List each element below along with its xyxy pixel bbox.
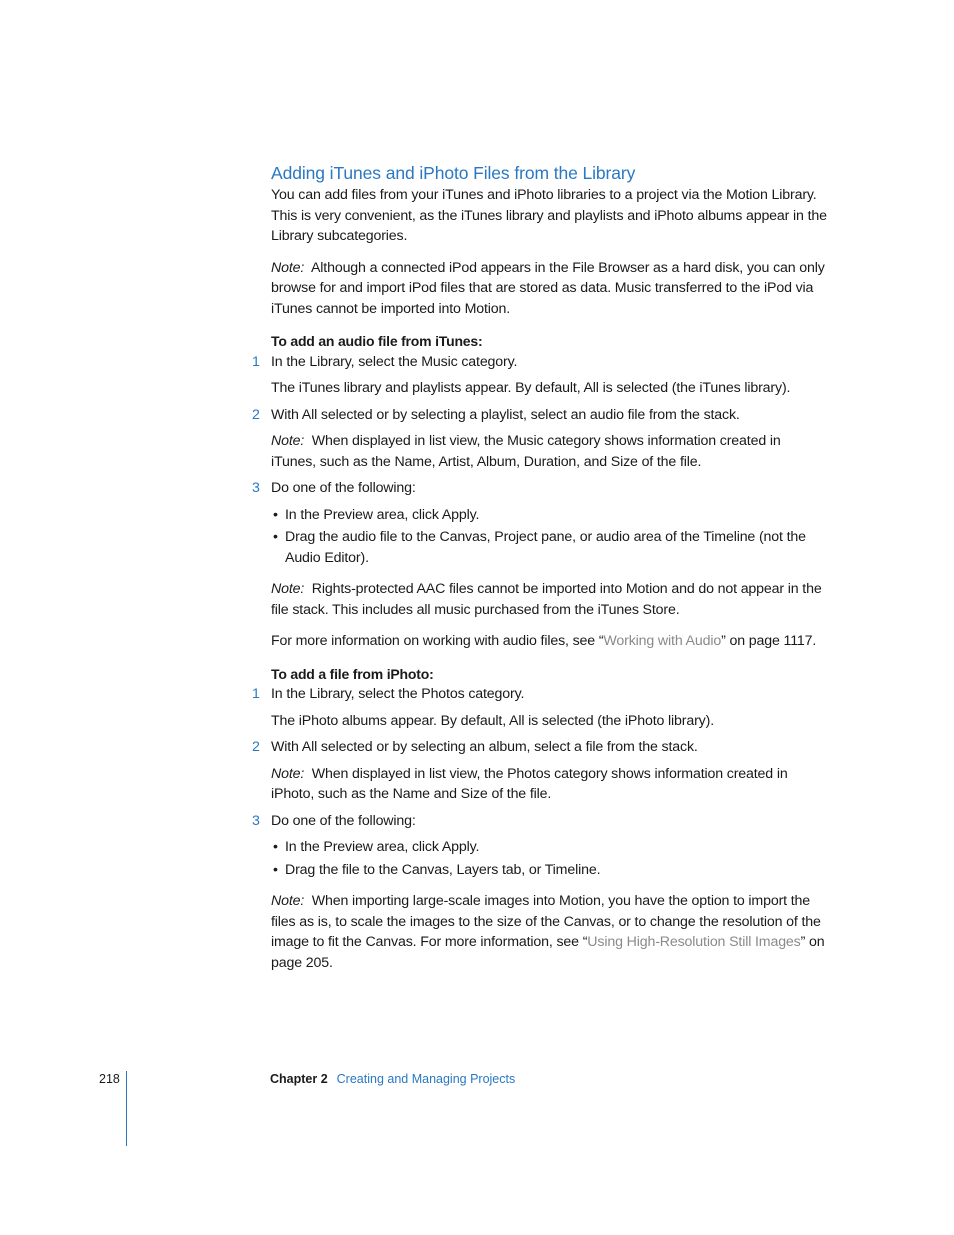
footer-chapter [270, 1072, 515, 1086]
iphoto-step-1-result: The iPhoto albums appear. By default, All is selected (the iPhoto library). [271, 712, 714, 729]
audio-more-info [271, 631, 827, 652]
more-info-suffix: ” on page 1117. [721, 633, 817, 649]
bullet-dot: • [273, 506, 278, 523]
bullet-dot: • [273, 839, 278, 855]
note-text: When importing large-scale images into Motion, you have the option to import the files as is, to scale the images to the size of the Canvas, or to change the resolution of the image to fit the Canvas. For more information, see “ [271, 893, 821, 950]
bullet-dot: • [273, 529, 278, 545]
working-with-audio-link[interactable]: Working with Audio [603, 633, 722, 649]
iphoto-step-2-note [271, 764, 827, 805]
iphoto-bullet-1 [271, 837, 827, 858]
note-label: Note: [271, 893, 305, 909]
iphoto-step-1 [252, 684, 827, 705]
note-text: Although a connected iPod appears in the File Browser as a hard disk, you can only browse for and import iPod files that are stored as data. Music transferred to the iPod via iTunes cannot be imported into Motion. [271, 259, 825, 317]
itunes-step-1-result: The iTunes library and playlists appear. By default, All is selected (the iTunes library). [271, 380, 791, 396]
section-heading: Adding iTunes and iPhoto Files from the Library [271, 163, 636, 183]
ipod-note [271, 258, 827, 320]
high-resolution-images-link[interactable]: Using High-Resolution Still Images [587, 934, 801, 950]
step-text: Do one of the following: [271, 812, 416, 829]
note-label: Note: [271, 433, 305, 449]
bullet-text: Drag the audio file to the Canvas, Project pane, or audio area of the Timeline (not the Audio Editor). [285, 529, 806, 566]
page-number: 218 [99, 1072, 120, 1086]
bullet-text: In the Preview area, click Apply. [285, 506, 480, 523]
itunes-bullet-2 [271, 527, 827, 568]
large-image-note [271, 891, 827, 973]
step-number: 3 [252, 480, 260, 496]
itunes-step-2-note [271, 431, 827, 472]
note-text: When displayed in list view, the Music category shows information created in iTunes, such as the Name, Artist, Album, Duration, and Size of the file. [271, 433, 781, 470]
iphoto-step-3 [252, 811, 827, 832]
iphoto-bullet-2 [271, 860, 827, 881]
step-number: 2 [252, 739, 260, 755]
step-text: With All selected or by selecting an album, select a file from the stack. [271, 739, 698, 755]
bullet-text: Drag the file to the Canvas, Layers tab, or Timeline. [285, 861, 601, 878]
chapter-label: Chapter 2 [270, 1072, 328, 1086]
iphoto-step-2 [252, 737, 827, 758]
itunes-step-1 [252, 352, 827, 373]
step-text: Do one of the following: [271, 480, 416, 496]
page-content [252, 162, 827, 973]
step-number: 3 [252, 812, 260, 829]
aac-note [271, 579, 827, 620]
intro-paragraph: You can add files from your iTunes and iPhoto libraries to a project via the Motion Library. This is very convenient, as the iTunes library and playlists and iPhoto albums appear in the Library subcategories. [271, 187, 827, 244]
note-label: Note: [271, 581, 305, 597]
footer-rule [126, 1071, 127, 1146]
itunes-step-3 [252, 478, 827, 499]
note-suffix: ” on page 205. [271, 934, 825, 971]
step-number: 2 [252, 406, 260, 423]
bullet-text: In the Preview area, click Apply. [285, 839, 480, 855]
note-text: Rights-protected AAC files cannot be imported into Motion and do not appear in the file stack. This includes all music purchased from the iTunes Store. [271, 581, 822, 618]
step-number: 1 [252, 353, 260, 370]
step-text: In the Library, select the Photos category. [271, 686, 525, 702]
note-label: Note: [271, 259, 305, 276]
note-label: Note: [271, 765, 305, 782]
step-number: 1 [252, 686, 260, 702]
chapter-title: Creating and Managing Projects [336, 1072, 516, 1086]
step-text: In the Library, select the Music category. [271, 353, 518, 370]
step-text: With All selected or by selecting a playlist, select an audio file from the stack. [271, 406, 740, 423]
iphoto-task-title: To add a file from iPhoto: [271, 665, 434, 682]
itunes-bullet-1 [271, 505, 827, 526]
note-text: When displayed in list view, the Photos category shows information created in iPhoto, such as the Name and Size of the file. [271, 765, 788, 802]
itunes-step-2 [252, 405, 827, 426]
more-info-text: For more information on working with audio files, see “ [271, 633, 604, 649]
bullet-dot: • [273, 861, 278, 878]
itunes-task-title: To add an audio file from iTunes: [271, 333, 483, 349]
